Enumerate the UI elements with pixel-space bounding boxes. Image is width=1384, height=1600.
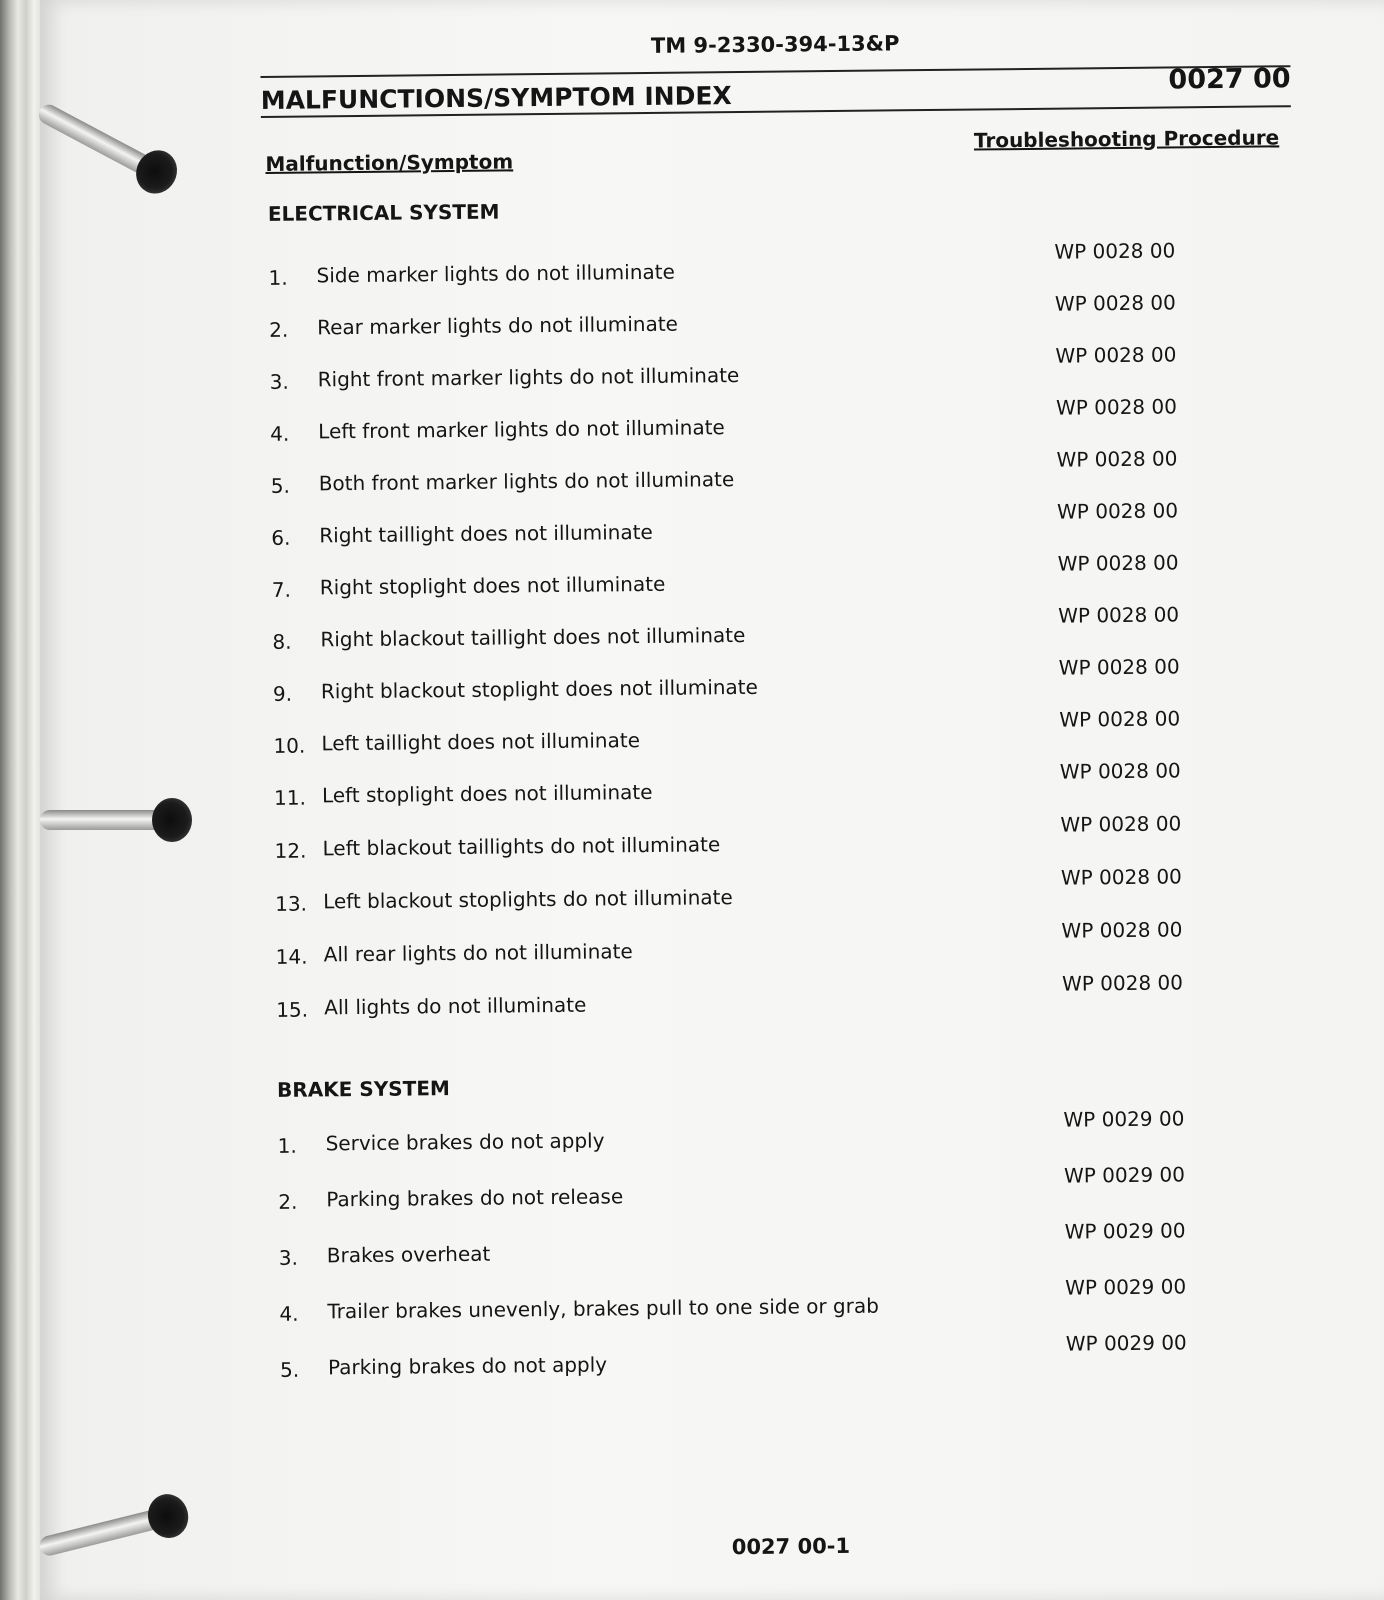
item-text: All rear lights do not illuminate: [323, 939, 633, 967]
list-item: [263, 342, 1293, 394]
header-rule-top: [260, 65, 1290, 78]
item-reference: WP 0028 00: [1054, 290, 1176, 316]
page-title: MALFUNCTIONS/SYMPTOM INDEX: [260, 81, 732, 115]
binder-ring-bottom: [35, 1490, 191, 1569]
item-number: 8.: [272, 629, 292, 654]
item-text: Left blackout stoplights do not illuminate: [323, 885, 733, 914]
item-reference: WP 0028 00: [1058, 654, 1180, 680]
list-item: [265, 498, 1295, 550]
item-reference: WP 0029 00: [1063, 1106, 1185, 1132]
item-text: Left stoplight does not illuminate: [321, 779, 653, 808]
item-reference: WP 0028 00: [1058, 602, 1180, 628]
item-text: Left blackout taillights do not illuminate: [322, 832, 721, 861]
item-reference: WP 0028 00: [1061, 917, 1183, 943]
list-item: [266, 550, 1296, 602]
item-number: 1.: [268, 265, 288, 290]
item-reference: WP 0028 00: [1059, 706, 1181, 732]
item-reference: WP 0028 00: [1060, 864, 1182, 890]
list-item: [270, 970, 1300, 1022]
item-text: Service brakes do not apply: [325, 1128, 605, 1156]
item-number: 14.: [275, 944, 308, 969]
item-reference: WP 0028 00: [1057, 550, 1179, 576]
item-number: 1.: [277, 1133, 297, 1158]
section-title-brake: BRAKE SYSTEM: [276, 1076, 450, 1102]
document-id: TM 9-2330-394-13&P: [650, 31, 900, 58]
item-reference: WP 0029 00: [1063, 1162, 1186, 1188]
item-text: Right front marker lights do not illuminate: [317, 363, 740, 392]
item-number: 10.: [273, 733, 306, 758]
item-number: 4.: [279, 1301, 299, 1326]
column-header-procedure: Troubleshooting Procedure: [973, 125, 1280, 153]
item-reference: WP 0028 00: [1060, 811, 1182, 837]
item-number: 4.: [270, 421, 290, 446]
item-reference: WP 0028 00: [1056, 498, 1179, 524]
item-number: 7.: [271, 577, 292, 602]
list-item: [273, 1274, 1303, 1326]
item-number: 6.: [271, 525, 291, 550]
list-item: [264, 394, 1294, 446]
item-text: Rear marker lights do not illuminate: [316, 311, 679, 340]
binder-ring-middle: [40, 798, 190, 842]
item-text: Left front marker lights do not illuminate: [318, 415, 725, 444]
binder-edge: [0, 0, 40, 1600]
item-number: 9.: [272, 681, 293, 706]
list-item: [269, 864, 1299, 916]
item-text: Left taillight does not illuminate: [321, 728, 641, 756]
item-reference: WP 0029 00: [1064, 1218, 1186, 1244]
binder-ring-top: [30, 91, 183, 200]
item-number: 2.: [278, 1189, 298, 1214]
list-item: [266, 602, 1296, 654]
item-number: 2.: [269, 317, 289, 342]
item-reference: WP 0028 00: [1055, 342, 1177, 368]
list-item: [267, 706, 1297, 758]
item-text: Parking brakes do not release: [326, 1184, 624, 1212]
item-reference: WP 0028 00: [1056, 446, 1178, 472]
item-reference: WP 0028 00: [1061, 970, 1184, 996]
item-reference: WP 0028 00: [1059, 758, 1181, 784]
list-item: [268, 758, 1298, 810]
item-number: 3.: [269, 369, 289, 394]
item-number: 12.: [274, 838, 307, 863]
item-text: Right taillight does not illuminate: [319, 519, 653, 548]
item-number: 15.: [276, 997, 309, 1022]
item-reference: WP 0029 00: [1065, 1274, 1187, 1300]
item-text: Right blackout stoplight does not illuminate: [320, 674, 759, 704]
list-item: [263, 290, 1293, 342]
item-reference: WP 0029 00: [1065, 1330, 1187, 1356]
item-number: 5.: [270, 473, 290, 498]
item-reference: WP 0028 00: [1054, 238, 1176, 264]
section-title-electrical: ELECTRICAL SYSTEM: [267, 199, 500, 226]
list-item: [273, 1218, 1303, 1270]
item-text: Parking brakes do not apply: [327, 1352, 608, 1380]
list-item: [269, 917, 1299, 969]
list-item: [272, 1162, 1302, 1214]
list-item: [262, 238, 1292, 290]
list-item: [271, 1106, 1301, 1158]
page-number: 0027 00-1: [731, 1533, 851, 1560]
page-content: [260, 19, 1306, 1580]
item-text: Brakes overheat: [326, 1241, 491, 1268]
item-reference: WP 0028 00: [1055, 394, 1178, 420]
item-text: Both front marker lights do not illuminate: [318, 467, 735, 496]
item-text: Trailer brakes unevenly, brakes pull to one side or grab: [327, 1293, 879, 1324]
work-package-number: 0027 00: [1168, 63, 1291, 96]
list-item: [268, 811, 1298, 863]
item-text: Right blackout taillight does not illuminate: [320, 622, 746, 652]
item-number: 11.: [273, 785, 306, 810]
item-text: All lights do not illuminate: [324, 992, 587, 1020]
item-text: Right stoplight does not illuminate: [319, 571, 666, 600]
item-number: 3.: [278, 1245, 299, 1270]
list-item: [267, 654, 1297, 706]
item-number: 5.: [279, 1357, 300, 1382]
list-item: [265, 446, 1295, 498]
document-page: [40, 0, 1384, 1600]
list-item: [274, 1330, 1304, 1382]
item-number: 13.: [275, 891, 308, 916]
item-text: Side marker lights do not illuminate: [316, 259, 675, 288]
column-header-malfunction: Malfunction/Symptom: [265, 149, 514, 176]
